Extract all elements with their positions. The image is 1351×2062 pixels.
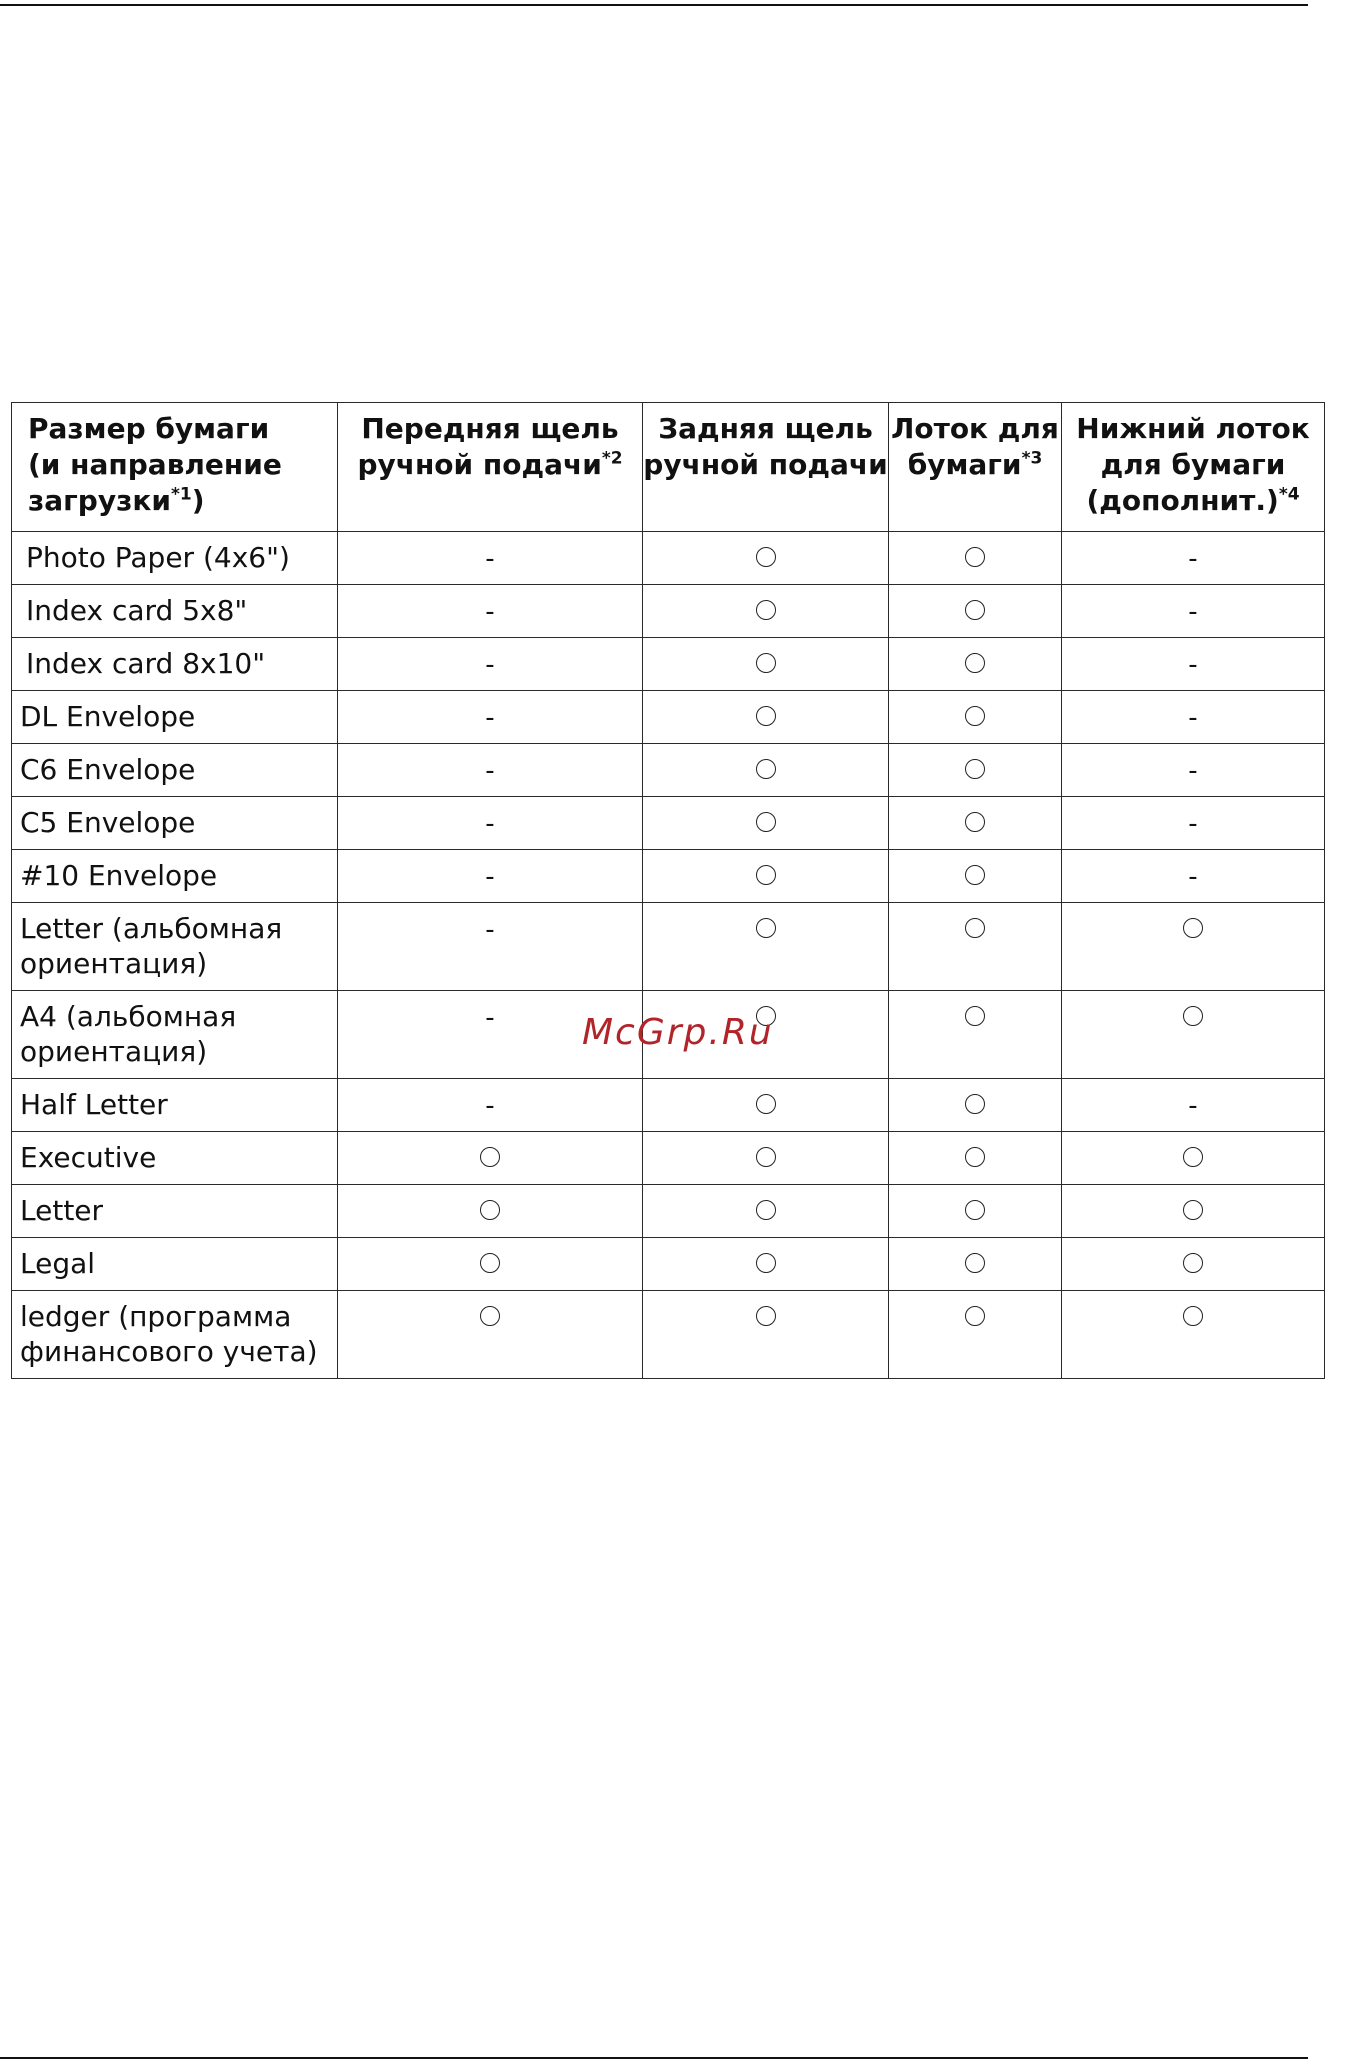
not-supported-dash: - [485, 703, 495, 733]
not-supported-dash: - [1188, 544, 1198, 574]
paper-size-label [12, 691, 338, 744]
label-line: #10 Envelope [20, 859, 218, 892]
support-cell [643, 903, 889, 991]
column-header-0 [12, 403, 338, 532]
support-cell [643, 744, 889, 797]
table-row [12, 744, 1325, 797]
support-cell [643, 1079, 889, 1132]
paper-size-label [12, 638, 338, 691]
support-cell [1062, 903, 1325, 991]
table-header-row [12, 403, 1325, 532]
support-cell [643, 1132, 889, 1185]
support-cell [643, 691, 889, 744]
support-cell [1062, 991, 1325, 1079]
support-cell [643, 532, 889, 585]
supported-circle-icon [756, 706, 776, 726]
supported-circle-icon [1183, 1306, 1203, 1326]
header-text: ручной подачи [643, 448, 888, 481]
supported-circle-icon [965, 1006, 985, 1026]
supported-circle-icon [756, 600, 776, 620]
support-cell [1062, 744, 1325, 797]
support-cell [338, 744, 643, 797]
not-supported-dash: - [485, 650, 495, 680]
label-line: ориентация) [20, 947, 208, 980]
supported-circle-icon [965, 1253, 985, 1273]
not-supported-dash: - [485, 915, 495, 945]
paper-size-label [12, 1185, 338, 1238]
supported-circle-icon [756, 865, 776, 885]
header-text: Нижний лоток [1076, 412, 1310, 445]
header-text: загрузки [28, 484, 171, 517]
support-cell [1062, 797, 1325, 850]
support-cell [643, 797, 889, 850]
not-supported-dash: - [1188, 756, 1198, 786]
label-line: Legal [20, 1247, 96, 1280]
header-text: ручной подачи [357, 448, 602, 481]
supported-circle-icon [756, 1147, 776, 1167]
support-cell [889, 1079, 1062, 1132]
supported-circle-icon [965, 812, 985, 832]
label-line: Executive [20, 1141, 157, 1174]
supported-circle-icon [1183, 1253, 1203, 1273]
support-cell [338, 1079, 643, 1132]
label-line: C5 Envelope [20, 806, 196, 839]
column-header-4 [1062, 403, 1325, 532]
supported-circle-icon [480, 1200, 500, 1220]
header-text: (дополнит.) [1086, 484, 1279, 517]
supported-circle-icon [756, 1253, 776, 1273]
support-cell [889, 1238, 1062, 1291]
support-cell [338, 903, 643, 991]
label-line: финансового учета) [20, 1335, 318, 1368]
supported-circle-icon [756, 653, 776, 673]
supported-circle-icon [756, 1200, 776, 1220]
support-cell [889, 744, 1062, 797]
support-cell [889, 991, 1062, 1079]
support-cell [1062, 1291, 1325, 1379]
table-row [12, 903, 1325, 991]
table-row [12, 585, 1325, 638]
paper-size-label [12, 532, 338, 585]
label-line: ориентация) [20, 1035, 208, 1068]
support-cell [1062, 850, 1325, 903]
supported-circle-icon [965, 653, 985, 673]
header-text: (и направление [28, 448, 282, 481]
not-supported-dash: - [485, 597, 495, 627]
supported-circle-icon [756, 812, 776, 832]
support-cell [1062, 1079, 1325, 1132]
not-supported-dash: - [1188, 703, 1198, 733]
table-row [12, 638, 1325, 691]
not-supported-dash: - [1188, 809, 1198, 839]
support-cell [338, 1132, 643, 1185]
support-cell [1062, 638, 1325, 691]
footnote-marker: *1 [170, 484, 192, 505]
support-cell [1062, 1132, 1325, 1185]
label-line: Letter (альбомная [20, 912, 283, 945]
supported-circle-icon [965, 1200, 985, 1220]
label-line: DL Envelope [20, 700, 196, 733]
support-cell [643, 850, 889, 903]
paper-support-table [11, 402, 1325, 1379]
label-line: Letter [20, 1194, 104, 1227]
footnote-marker: *4 [1278, 484, 1300, 505]
support-cell [338, 585, 643, 638]
column-header-2 [643, 403, 889, 532]
supported-circle-icon [756, 1094, 776, 1114]
label-line: ledger (программа [20, 1300, 292, 1333]
table-row [12, 1238, 1325, 1291]
supported-circle-icon [1183, 918, 1203, 938]
supported-circle-icon [1183, 1200, 1203, 1220]
not-supported-dash: - [1188, 650, 1198, 680]
paper-size-label [12, 1079, 338, 1132]
support-cell [1062, 1185, 1325, 1238]
table-row [12, 1291, 1325, 1379]
table-row [12, 1132, 1325, 1185]
support-cell [338, 850, 643, 903]
not-supported-dash: - [485, 756, 495, 786]
paper-size-label [12, 903, 338, 991]
paper-size-label [12, 797, 338, 850]
supported-circle-icon [965, 865, 985, 885]
support-cell [338, 1238, 643, 1291]
table-row [12, 1079, 1325, 1132]
table-row [12, 532, 1325, 585]
top-rule [0, 4, 1308, 6]
support-cell [338, 1291, 643, 1379]
label-line: A4 (альбомная [20, 1000, 237, 1033]
support-cell [889, 797, 1062, 850]
not-supported-dash: - [485, 1091, 495, 1121]
supported-circle-icon [756, 918, 776, 938]
support-cell [338, 532, 643, 585]
watermark: McGrp.Ru [582, 1012, 774, 1053]
not-supported-dash: - [1188, 597, 1198, 627]
supported-circle-icon [965, 600, 985, 620]
column-header-3 [889, 403, 1062, 532]
supported-circle-icon [965, 547, 985, 567]
column-header-1 [338, 403, 643, 532]
supported-circle-icon [965, 918, 985, 938]
footnote-marker: *3 [1021, 448, 1043, 469]
table-row [12, 691, 1325, 744]
supported-circle-icon [480, 1306, 500, 1326]
bottom-rule [0, 2057, 1308, 2059]
paper-size-label [12, 1238, 338, 1291]
support-cell [643, 1238, 889, 1291]
table-row [12, 1185, 1325, 1238]
paper-size-label [12, 1291, 338, 1379]
support-cell [643, 1291, 889, 1379]
support-cell [889, 1132, 1062, 1185]
supported-circle-icon [480, 1253, 500, 1273]
support-cell [889, 638, 1062, 691]
supported-circle-icon [1183, 1147, 1203, 1167]
support-cell [643, 638, 889, 691]
support-cell [889, 850, 1062, 903]
supported-circle-icon [756, 759, 776, 779]
support-cell [889, 691, 1062, 744]
header-text: Передняя щель [361, 412, 619, 445]
support-cell [1062, 532, 1325, 585]
supported-circle-icon [756, 1306, 776, 1326]
support-cell [889, 532, 1062, 585]
table-row [12, 797, 1325, 850]
supported-circle-icon [965, 1094, 985, 1114]
footnote-marker: *2 [601, 448, 623, 469]
support-cell [338, 691, 643, 744]
header-tail: ) [191, 484, 205, 517]
support-cell [1062, 1238, 1325, 1291]
header-text: Задняя щель [658, 412, 873, 445]
header-text: Размер бумаги [28, 412, 270, 445]
header-text: Лоток для [891, 412, 1059, 445]
support-cell [338, 797, 643, 850]
header-text: для бумаги [1100, 448, 1286, 481]
not-supported-dash: - [485, 1003, 495, 1033]
support-cell [643, 585, 889, 638]
support-cell [889, 1185, 1062, 1238]
supported-circle-icon [965, 759, 985, 779]
support-cell [643, 1185, 889, 1238]
supported-circle-icon [965, 1147, 985, 1167]
support-cell [338, 638, 643, 691]
not-supported-dash: - [485, 544, 495, 574]
supported-circle-icon [756, 547, 776, 567]
supported-circle-icon [480, 1147, 500, 1167]
header-text: бумаги [907, 448, 1022, 481]
label-line: Index card 5x8" [26, 594, 248, 627]
paper-size-label [12, 585, 338, 638]
paper-size-label [12, 1132, 338, 1185]
not-supported-dash: - [485, 862, 495, 892]
label-line: Half Letter [20, 1088, 168, 1121]
supported-circle-icon [1183, 1006, 1203, 1026]
support-cell [338, 1185, 643, 1238]
support-cell [1062, 585, 1325, 638]
paper-size-label [12, 744, 338, 797]
not-supported-dash: - [485, 809, 495, 839]
paper-size-label [12, 991, 338, 1079]
support-cell [889, 585, 1062, 638]
label-line: Index card 8x10" [26, 647, 266, 680]
table-body [12, 532, 1325, 1379]
label-line: C6 Envelope [20, 753, 196, 786]
label-line: Photo Paper (4x6") [26, 541, 290, 574]
supported-circle-icon [965, 1306, 985, 1326]
not-supported-dash: - [1188, 862, 1198, 892]
support-cell [889, 1291, 1062, 1379]
supported-circle-icon [965, 706, 985, 726]
table-row [12, 850, 1325, 903]
support-cell [889, 903, 1062, 991]
paper-size-label [12, 850, 338, 903]
not-supported-dash: - [1188, 1091, 1198, 1121]
support-cell [1062, 691, 1325, 744]
